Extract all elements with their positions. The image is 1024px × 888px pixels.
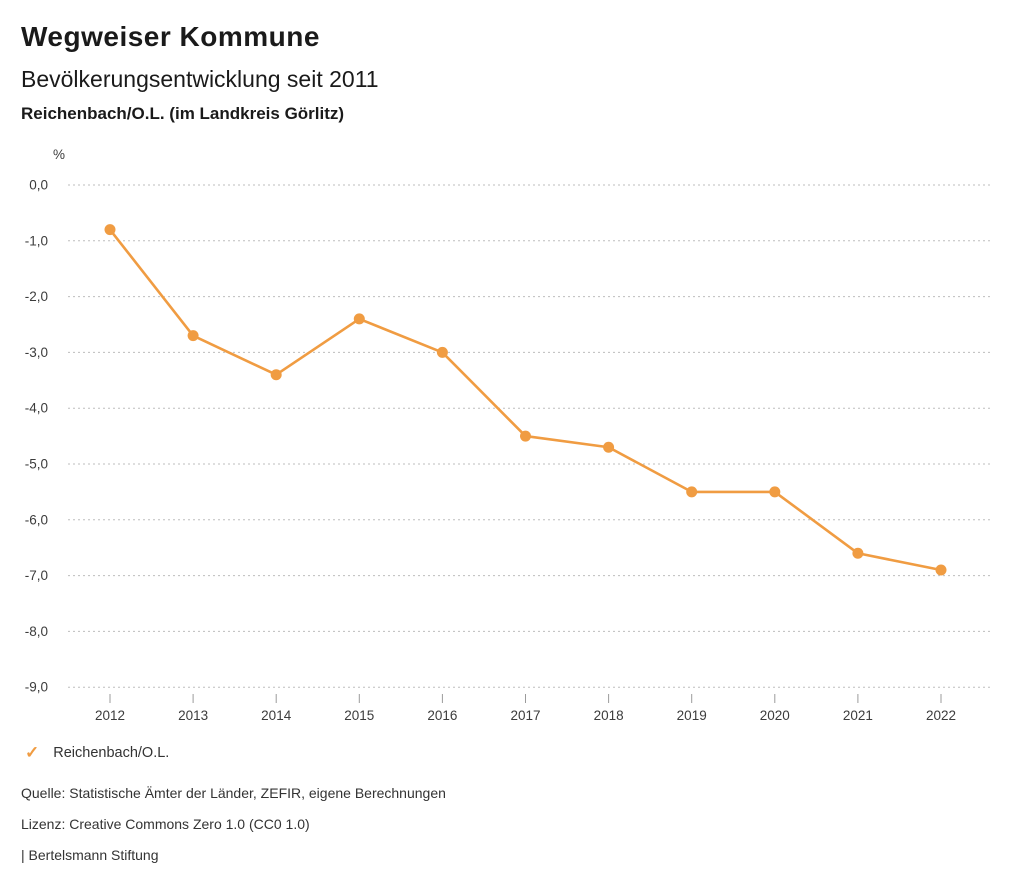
y-tick-label: -2,0 xyxy=(24,289,48,305)
y-tick-label: -8,0 xyxy=(24,623,48,639)
data-point xyxy=(686,486,697,497)
data-point xyxy=(852,548,863,559)
x-tick-label: 2014 xyxy=(261,708,292,723)
x-tick-label: 2020 xyxy=(759,708,790,723)
y-tick-label: -1,0 xyxy=(24,233,48,249)
x-tick-label: 2019 xyxy=(676,708,707,723)
y-tick-label: -5,0 xyxy=(24,456,48,472)
data-point xyxy=(188,330,199,341)
legend-check-icon: ✓ xyxy=(25,743,40,762)
y-tick-label: -4,0 xyxy=(24,400,48,416)
data-point xyxy=(354,313,365,324)
trend-line xyxy=(110,230,941,570)
x-tick-label: 2022 xyxy=(925,708,957,723)
x-tick-label: 2016 xyxy=(427,708,458,723)
y-tick-label: -7,0 xyxy=(24,568,48,584)
y-tick-label: -3,0 xyxy=(24,344,48,360)
x-tick-label: 2021 xyxy=(842,708,873,723)
y-tick-label: 0,0 xyxy=(29,177,48,193)
source-note: Quelle: Statistische Ämter der Länder, ZEFIR, eigene Berechnungen xyxy=(21,785,446,801)
data-point xyxy=(437,347,448,358)
chart-subtitle: Bevölkerungsentwicklung seit 2011 xyxy=(21,66,379,92)
license-note: Lizenz: Creative Commons Zero 1.0 (CC0 1.0) xyxy=(21,816,310,832)
data-point xyxy=(520,431,531,442)
x-tick-label: 2018 xyxy=(593,708,624,723)
x-tick-label: 2013 xyxy=(178,708,209,723)
data-point xyxy=(603,442,614,453)
page-title: Wegweiser Kommune xyxy=(21,21,320,52)
data-point xyxy=(769,486,780,497)
y-tick-label: -9,0 xyxy=(24,679,48,695)
legend-series-label: Reichenbach/O.L. xyxy=(53,744,170,761)
population-line-chart xyxy=(0,140,1024,740)
y-tick-label: -6,0 xyxy=(24,512,48,528)
region-title: Reichenbach/O.L. (im Landkreis Görlitz) xyxy=(21,104,345,123)
attribution-note: | Bertelsmann Stiftung xyxy=(21,847,159,863)
x-tick-label: 2012 xyxy=(94,708,126,723)
data-point xyxy=(271,369,282,380)
data-point xyxy=(105,224,116,235)
legend xyxy=(25,744,169,761)
x-tick-label: 2017 xyxy=(510,708,541,723)
x-tick-label: 2015 xyxy=(344,708,375,723)
y-axis-unit-label: % xyxy=(52,147,65,162)
data-point xyxy=(936,565,947,576)
